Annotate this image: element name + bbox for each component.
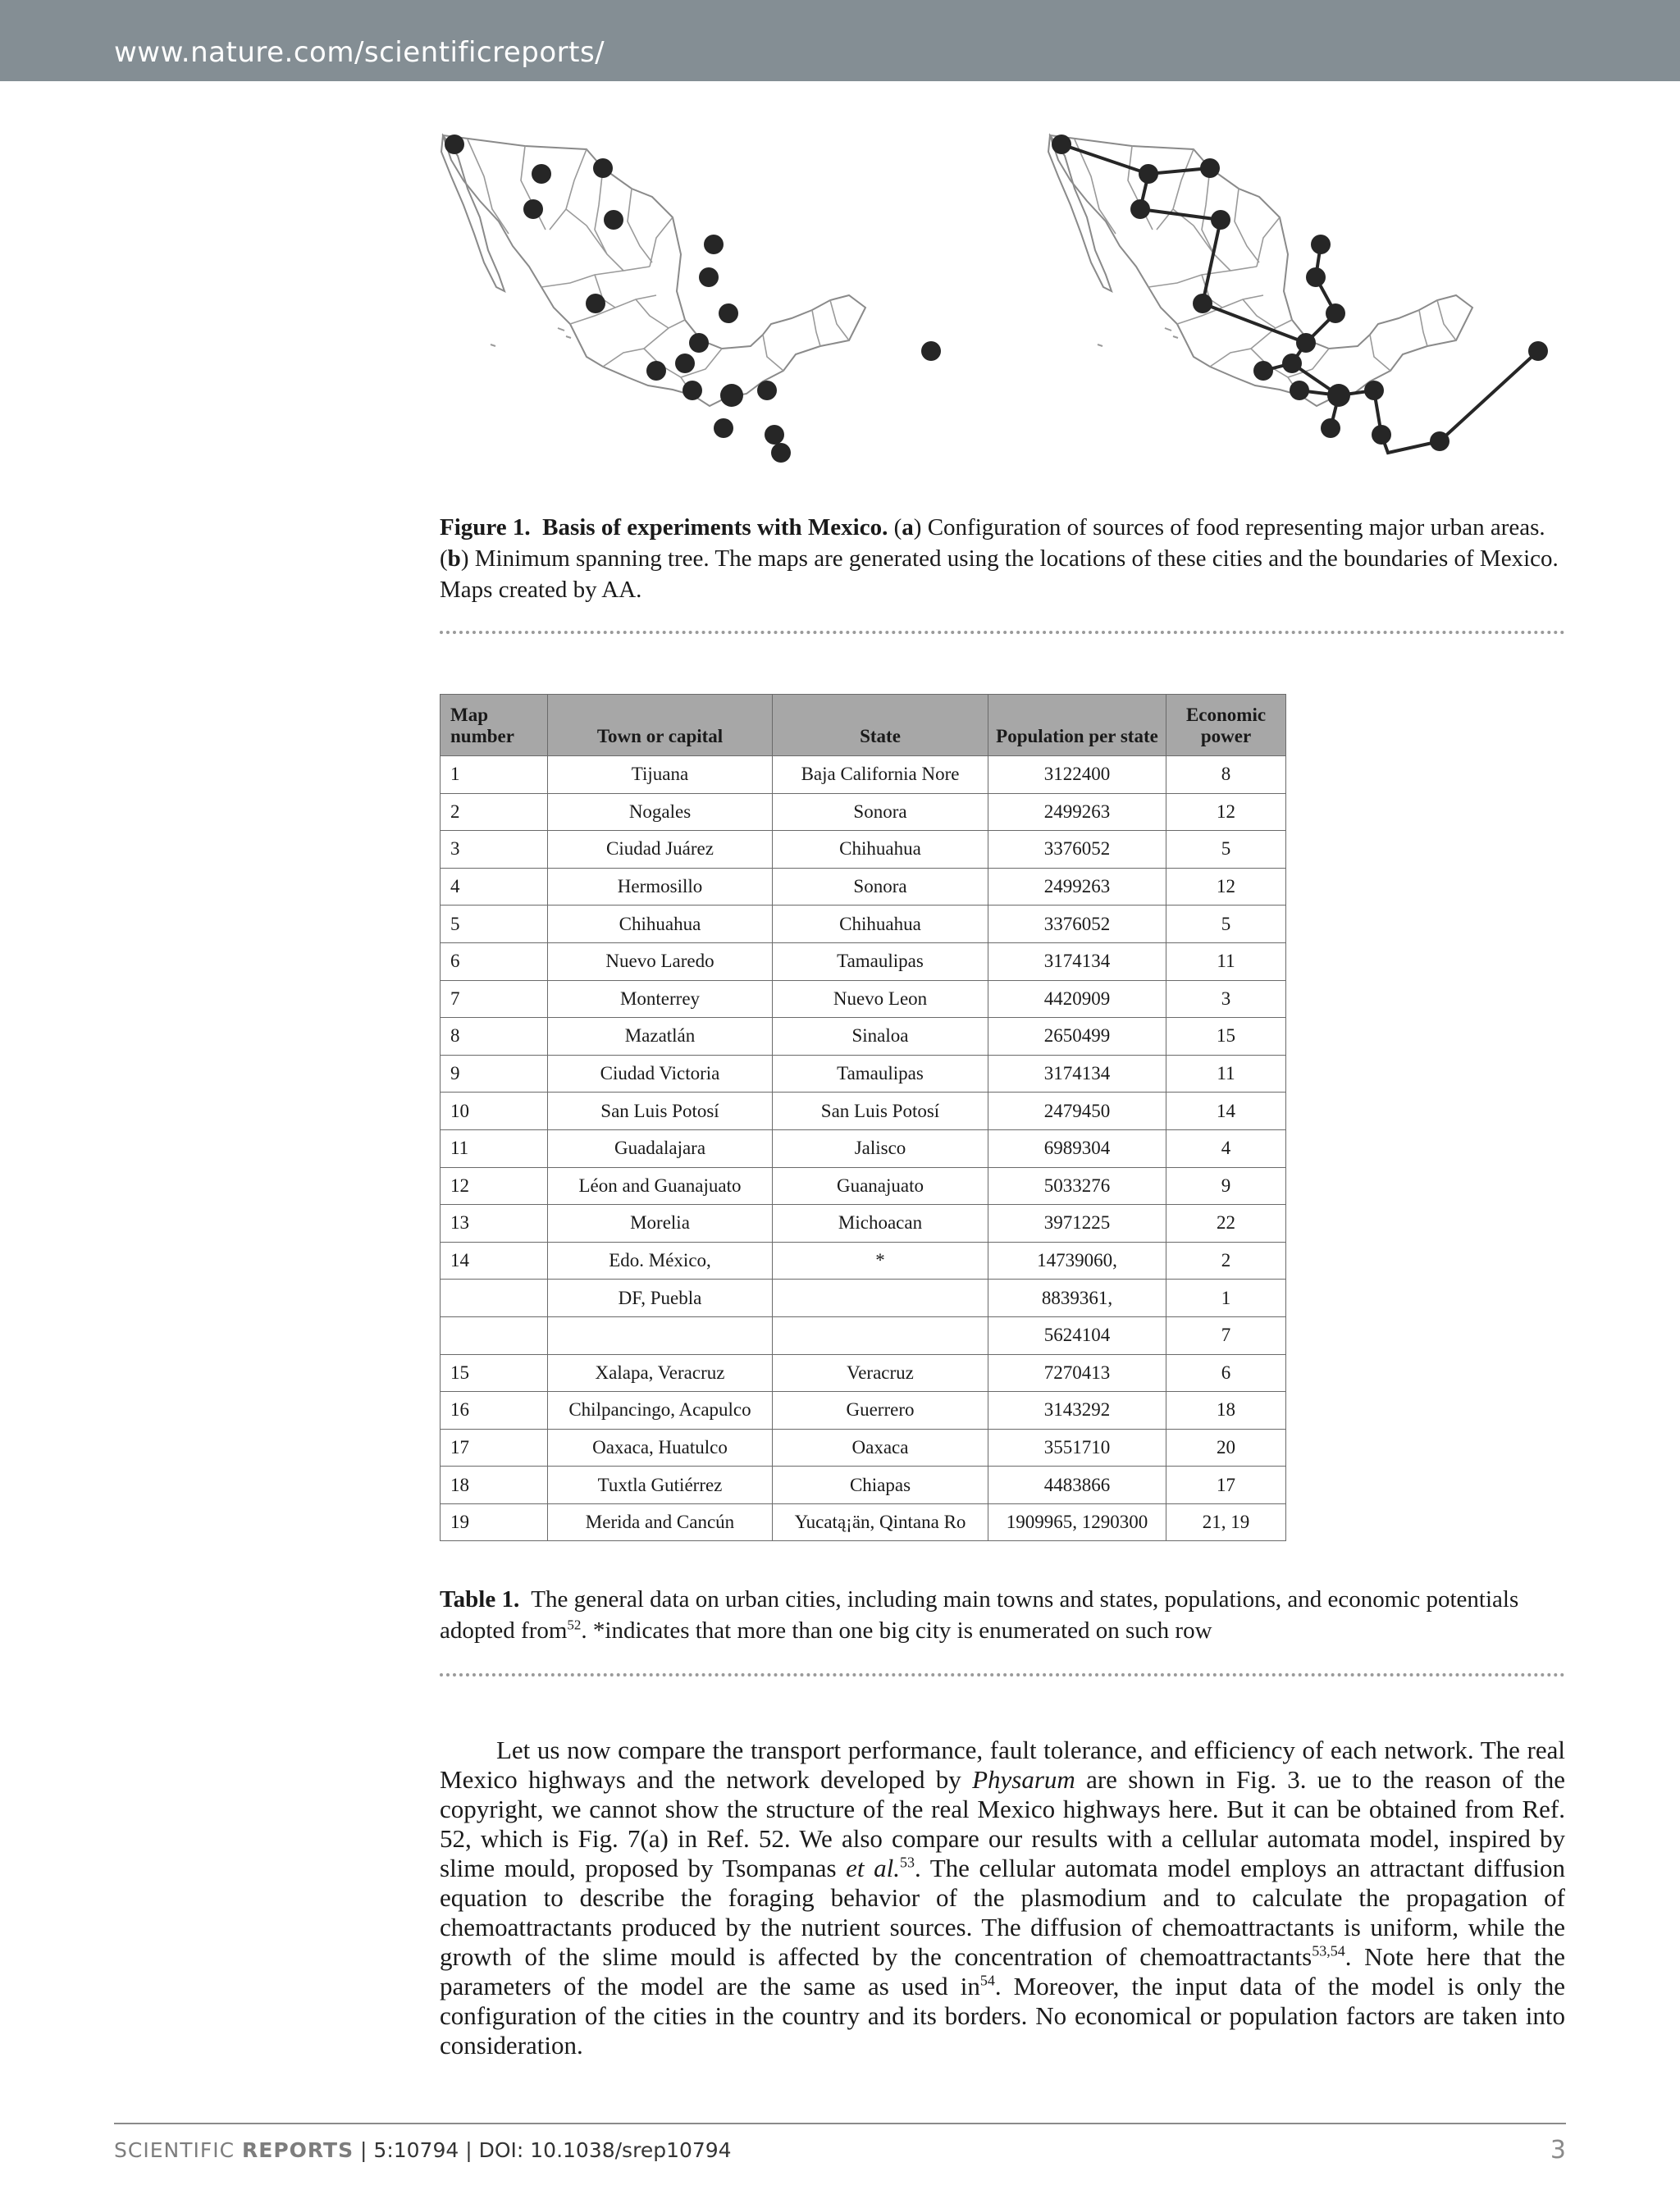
cell-population: 5033276 bbox=[988, 1167, 1166, 1205]
city-point-14 bbox=[720, 384, 743, 407]
col-header-population: Population per state bbox=[988, 695, 1166, 756]
cell-economic: 7 bbox=[1166, 1316, 1286, 1354]
cell-economic: 15 bbox=[1166, 1018, 1286, 1056]
map-panel-b bbox=[1048, 135, 1548, 453]
table-1 bbox=[440, 694, 1286, 1541]
cell-map-number: 18 bbox=[441, 1467, 548, 1504]
body-italic-physarum: Physarum bbox=[972, 1765, 1075, 1794]
cell-town: Merida and Cancún bbox=[548, 1503, 773, 1541]
mst-node-4 bbox=[1130, 199, 1150, 219]
cell-population: 2499263 bbox=[988, 868, 1166, 906]
cell-town: Tijuana bbox=[548, 756, 773, 794]
cell-town: Nogales bbox=[548, 793, 773, 831]
section-divider bbox=[440, 1673, 1565, 1677]
cell-state: Chiapas bbox=[773, 1467, 988, 1504]
cell-population: 1909965, 1290300 bbox=[988, 1503, 1166, 1541]
journal-url[interactable]: www.nature.com/scientificreports/ bbox=[114, 36, 605, 69]
cell-map-number: 14 bbox=[441, 1242, 548, 1280]
table-row bbox=[441, 1316, 1286, 1354]
table-row bbox=[441, 1055, 1286, 1093]
table-row bbox=[441, 980, 1286, 1018]
table-row bbox=[441, 793, 1286, 831]
cell-population: 14739060, bbox=[988, 1242, 1166, 1280]
cell-state: Guanajuato bbox=[773, 1167, 988, 1205]
cell-economic: 2 bbox=[1166, 1242, 1286, 1280]
mst-node-8 bbox=[1193, 294, 1212, 313]
cell-town: Mazatlán bbox=[548, 1018, 773, 1056]
footer-citation bbox=[114, 2138, 732, 2162]
table-row bbox=[441, 1354, 1286, 1392]
col-header-economic: Economic power bbox=[1166, 695, 1286, 756]
col-header-town: Town or capital bbox=[548, 695, 773, 756]
table-caption-text: The general data on urban cities, including main towns and states, populations, and economic potentials adopted from bbox=[440, 1586, 1519, 1644]
city-point-10 bbox=[689, 333, 709, 353]
cell-population: 3174134 bbox=[988, 1055, 1166, 1093]
mst-node-19 bbox=[1528, 341, 1548, 361]
cell-state: Tamaulipas bbox=[773, 1055, 988, 1093]
cell-state: Sonora bbox=[773, 868, 988, 906]
cell-economic: 22 bbox=[1166, 1205, 1286, 1243]
cell-population: 3971225 bbox=[988, 1205, 1166, 1243]
city-point-6 bbox=[704, 235, 724, 254]
city-point-9 bbox=[719, 303, 738, 323]
table-caption-label: Table 1. bbox=[440, 1586, 520, 1613]
col-header-state: State bbox=[773, 695, 988, 756]
cell-economic: 12 bbox=[1166, 793, 1286, 831]
cell-population: 7270413 bbox=[988, 1354, 1166, 1392]
city-point-19 bbox=[921, 341, 941, 361]
cell-economic: 18 bbox=[1166, 1392, 1286, 1430]
mst-node-18 bbox=[1430, 431, 1449, 451]
table-row bbox=[441, 1242, 1286, 1280]
col-header-map-number: Map number bbox=[441, 695, 548, 756]
mst-node-15 bbox=[1364, 381, 1384, 400]
cell-map-number: 9 bbox=[441, 1055, 548, 1093]
cell-map-number: 15 bbox=[441, 1354, 548, 1392]
cell-town: Ciudad Victoria bbox=[548, 1055, 773, 1093]
table-row bbox=[441, 1093, 1286, 1130]
cell-economic: 21, 19 bbox=[1166, 1503, 1286, 1541]
city-point-17 bbox=[765, 425, 784, 445]
panel-b-label: b bbox=[447, 545, 461, 572]
mst-node-11 bbox=[1253, 361, 1273, 381]
cell-economic: 12 bbox=[1166, 868, 1286, 906]
table-row bbox=[441, 1503, 1286, 1541]
table-row bbox=[441, 1392, 1286, 1430]
cell-population: 8839361, bbox=[988, 1280, 1166, 1317]
table-caption-ref[interactable]: 52 bbox=[567, 1617, 582, 1633]
cell-state: Guerrero bbox=[773, 1392, 988, 1430]
cell-town: Chihuahua bbox=[548, 906, 773, 943]
cell-state: Baja California Nore bbox=[773, 756, 988, 794]
cell-economic: 4 bbox=[1166, 1129, 1286, 1167]
cell-state: Sinaloa bbox=[773, 1018, 988, 1056]
mst-node-3 bbox=[1200, 158, 1220, 178]
table-row bbox=[441, 1129, 1286, 1167]
cell-town bbox=[548, 1316, 773, 1354]
cell-state: Sonora bbox=[773, 793, 988, 831]
cell-state: San Luis Potosí bbox=[773, 1093, 988, 1130]
footer-rule bbox=[114, 2123, 1566, 2124]
mst-node-16 bbox=[1321, 418, 1340, 438]
cell-economic: 5 bbox=[1166, 906, 1286, 943]
journal-name: SCIENTIFIC REPORTS bbox=[114, 2138, 354, 2162]
section-divider bbox=[440, 631, 1565, 634]
city-point-5 bbox=[604, 210, 623, 230]
city-point-7 bbox=[699, 267, 719, 287]
mst-node-10 bbox=[1296, 333, 1316, 353]
cell-population: 5624104 bbox=[988, 1316, 1166, 1354]
ref-53-54[interactable]: 53,54 bbox=[1312, 1942, 1345, 1959]
cell-population: 3551710 bbox=[988, 1429, 1166, 1467]
cell-economic: 8 bbox=[1166, 756, 1286, 794]
panel-b-text: Minimum spanning tree. The maps are generated using the locations of these cities and the boundaries of Mexico. Maps created by AA. bbox=[440, 545, 1559, 603]
cell-population: 2479450 bbox=[988, 1093, 1166, 1130]
city-point-2 bbox=[532, 164, 551, 184]
table-1-caption bbox=[440, 1584, 1565, 1646]
cell-map-number: 2 bbox=[441, 793, 548, 831]
mst-node-13 bbox=[1290, 381, 1309, 400]
table-body bbox=[441, 756, 1286, 1541]
cell-state: * bbox=[773, 1242, 988, 1280]
city-point-12 bbox=[675, 354, 695, 373]
table-row bbox=[441, 906, 1286, 943]
cell-state: Chihuahua bbox=[773, 831, 988, 869]
cell-state bbox=[773, 1280, 988, 1317]
cell-population: 3376052 bbox=[988, 831, 1166, 869]
cell-map-number: 8 bbox=[441, 1018, 548, 1056]
cell-town: Monterrey bbox=[548, 980, 773, 1018]
cell-map-number: 19 bbox=[441, 1503, 548, 1541]
cell-map-number: 6 bbox=[441, 942, 548, 980]
cell-town: Chilpancingo, Acapulco bbox=[548, 1392, 773, 1430]
cell-population: 4483866 bbox=[988, 1467, 1166, 1504]
cell-map-number: 5 bbox=[441, 906, 548, 943]
table-row bbox=[441, 1429, 1286, 1467]
cell-map-number bbox=[441, 1316, 548, 1354]
table-row bbox=[441, 756, 1286, 794]
table-row bbox=[441, 1467, 1286, 1504]
figure-caption-title: Basis of experiments with Mexico. bbox=[542, 514, 888, 541]
figure-caption-label: Figure 1. bbox=[440, 514, 531, 541]
table-row bbox=[441, 1167, 1286, 1205]
cell-town: Xalapa, Veracruz bbox=[548, 1354, 773, 1392]
cell-state: Veracruz bbox=[773, 1354, 988, 1392]
cell-map-number: 4 bbox=[441, 868, 548, 906]
cell-economic: 17 bbox=[1166, 1467, 1286, 1504]
cell-state: Chihuahua bbox=[773, 906, 988, 943]
table-row bbox=[441, 1280, 1286, 1317]
cell-map-number: 1 bbox=[441, 756, 548, 794]
cell-map-number bbox=[441, 1280, 548, 1317]
cell-town: Guadalajara bbox=[548, 1129, 773, 1167]
cell-economic: 11 bbox=[1166, 942, 1286, 980]
cell-map-number: 3 bbox=[441, 831, 548, 869]
cell-population: 4420909 bbox=[988, 980, 1166, 1018]
citation-doi: | 5:10794 | DOI: 10.1038/srep10794 bbox=[354, 2138, 732, 2162]
cell-map-number: 10 bbox=[441, 1093, 548, 1130]
body-italic-etal: et al. bbox=[846, 1854, 900, 1882]
body-text-3: . The cellular automata model employs an attractant diffusion equation to describe the foraging behavior of the plasmodium and to calculate the propagation of chemoattractants produced by the nutrient sources. The diffusion of chemoattractants is uniform, while the growth of the slime mould is affected by the concentration of chemoattractants bbox=[440, 1854, 1565, 1971]
cell-population: 6989304 bbox=[988, 1129, 1166, 1167]
table-row bbox=[441, 868, 1286, 906]
body-text-5: . Moreover, the input data of the model is only the configuration of the cities in the country and its borders. No economical or population factors are taken into consideration. bbox=[440, 1972, 1566, 2060]
mst-node-9 bbox=[1326, 303, 1345, 323]
mst-node-1 bbox=[1052, 135, 1071, 154]
mst-node-17 bbox=[1372, 425, 1391, 445]
map-panel-a bbox=[441, 135, 941, 463]
table-caption-text-2: . *indicates that more than one big city is enumerated on such row bbox=[581, 1617, 1212, 1644]
cell-economic: 9 bbox=[1166, 1167, 1286, 1205]
cell-town: DF, Puebla bbox=[548, 1280, 773, 1317]
cell-population: 3174134 bbox=[988, 942, 1166, 980]
cell-town: Léon and Guanajuato bbox=[548, 1167, 773, 1205]
mst-node-14 bbox=[1327, 384, 1350, 407]
cell-state: Oaxaca bbox=[773, 1429, 988, 1467]
cell-state: Yucatą¡än, Qintana Ro bbox=[773, 1503, 988, 1541]
cell-population: 3143292 bbox=[988, 1392, 1166, 1430]
cell-economic: 3 bbox=[1166, 980, 1286, 1018]
body-text-1: Let us now compare the transport performance, fault tolerance, and efficiency of each network. The real Mexico highways and the network developed by bbox=[440, 1736, 1566, 1794]
cell-town: Tuxtla Gutiérrez bbox=[548, 1467, 773, 1504]
city-point-18 bbox=[771, 443, 791, 463]
cell-map-number: 16 bbox=[441, 1392, 548, 1430]
city-point-11 bbox=[646, 361, 666, 381]
cell-town: Oaxaca, Huatulco bbox=[548, 1429, 773, 1467]
city-point-8 bbox=[586, 294, 605, 313]
cell-map-number: 12 bbox=[441, 1167, 548, 1205]
city-point-4 bbox=[523, 199, 543, 219]
mst-node-5 bbox=[1211, 210, 1230, 230]
cell-town: Morelia bbox=[548, 1205, 773, 1243]
page-number: 3 bbox=[1550, 2136, 1566, 2165]
ref-54[interactable]: 54 bbox=[979, 1972, 995, 1989]
cell-town: Edo. México, bbox=[548, 1242, 773, 1280]
cell-economic: 5 bbox=[1166, 831, 1286, 869]
city-point-3 bbox=[593, 158, 613, 178]
cell-economic: 1 bbox=[1166, 1280, 1286, 1317]
table-row bbox=[441, 942, 1286, 980]
city-point-16 bbox=[714, 418, 733, 438]
city-point-13 bbox=[682, 381, 702, 400]
cell-population: 3122400 bbox=[988, 756, 1166, 794]
mst-node-12 bbox=[1282, 354, 1302, 373]
cell-map-number: 11 bbox=[441, 1129, 548, 1167]
cell-economic: 20 bbox=[1166, 1429, 1286, 1467]
mst-node-7 bbox=[1306, 267, 1326, 287]
body-text-2: are shown in Fig. 3. ue to the reason of the copyright, we cannot show the structure of the real Mexico highways here. But it can be obtained from Ref. 52, which is Fig. 7(a) in Ref. 52. We also compare our results with a cellular automata model, inspired by slime mould, proposed by Tsompanas bbox=[440, 1765, 1566, 1882]
city-point-15 bbox=[757, 381, 777, 400]
cell-map-number: 7 bbox=[441, 980, 548, 1018]
cell-state: Tamaulipas bbox=[773, 942, 988, 980]
panel-a-text: Configuration of sources of food representing major urban areas. bbox=[927, 514, 1545, 541]
table-header-row bbox=[441, 695, 1286, 756]
cell-town: Nuevo Laredo bbox=[548, 942, 773, 980]
panel-a-label: a bbox=[902, 514, 914, 541]
figure-1-caption: Figure 1. Basis of experiments with Mexico. (a) Configuration of sources of food representing major urban areas. (b) Minimum spanning tree. The maps are generated using the locations of these cities and the boundaries of Mexico. Maps created by AA. bbox=[440, 514, 1559, 603]
figure-1-maps bbox=[435, 131, 1567, 492]
mst-node-2 bbox=[1139, 164, 1158, 184]
mst-node-6 bbox=[1311, 235, 1331, 254]
cell-population: 2499263 bbox=[988, 793, 1166, 831]
cell-economic: 6 bbox=[1166, 1354, 1286, 1392]
table-row bbox=[441, 1018, 1286, 1056]
cell-economic: 11 bbox=[1166, 1055, 1286, 1093]
cell-map-number: 17 bbox=[441, 1429, 548, 1467]
cell-town: San Luis Potosí bbox=[548, 1093, 773, 1130]
cell-state: Michoacan bbox=[773, 1205, 988, 1243]
ref-53[interactable]: 53 bbox=[899, 1854, 915, 1871]
body-paragraph bbox=[440, 1736, 1565, 2060]
cell-state: Nuevo Leon bbox=[773, 980, 988, 1018]
cell-state: Jalisco bbox=[773, 1129, 988, 1167]
cell-economic: 14 bbox=[1166, 1093, 1286, 1130]
city-point-1 bbox=[445, 135, 464, 154]
cell-town: Hermosillo bbox=[548, 868, 773, 906]
cell-town: Ciudad Juárez bbox=[548, 831, 773, 869]
table-row bbox=[441, 1205, 1286, 1243]
cell-state bbox=[773, 1316, 988, 1354]
cell-population: 2650499 bbox=[988, 1018, 1166, 1056]
table-row bbox=[441, 831, 1286, 869]
cell-map-number: 13 bbox=[441, 1205, 548, 1243]
body-text-4: . Note here that the parameters of the model are the same as used in bbox=[440, 1942, 1565, 2000]
cell-population: 3376052 bbox=[988, 906, 1166, 943]
